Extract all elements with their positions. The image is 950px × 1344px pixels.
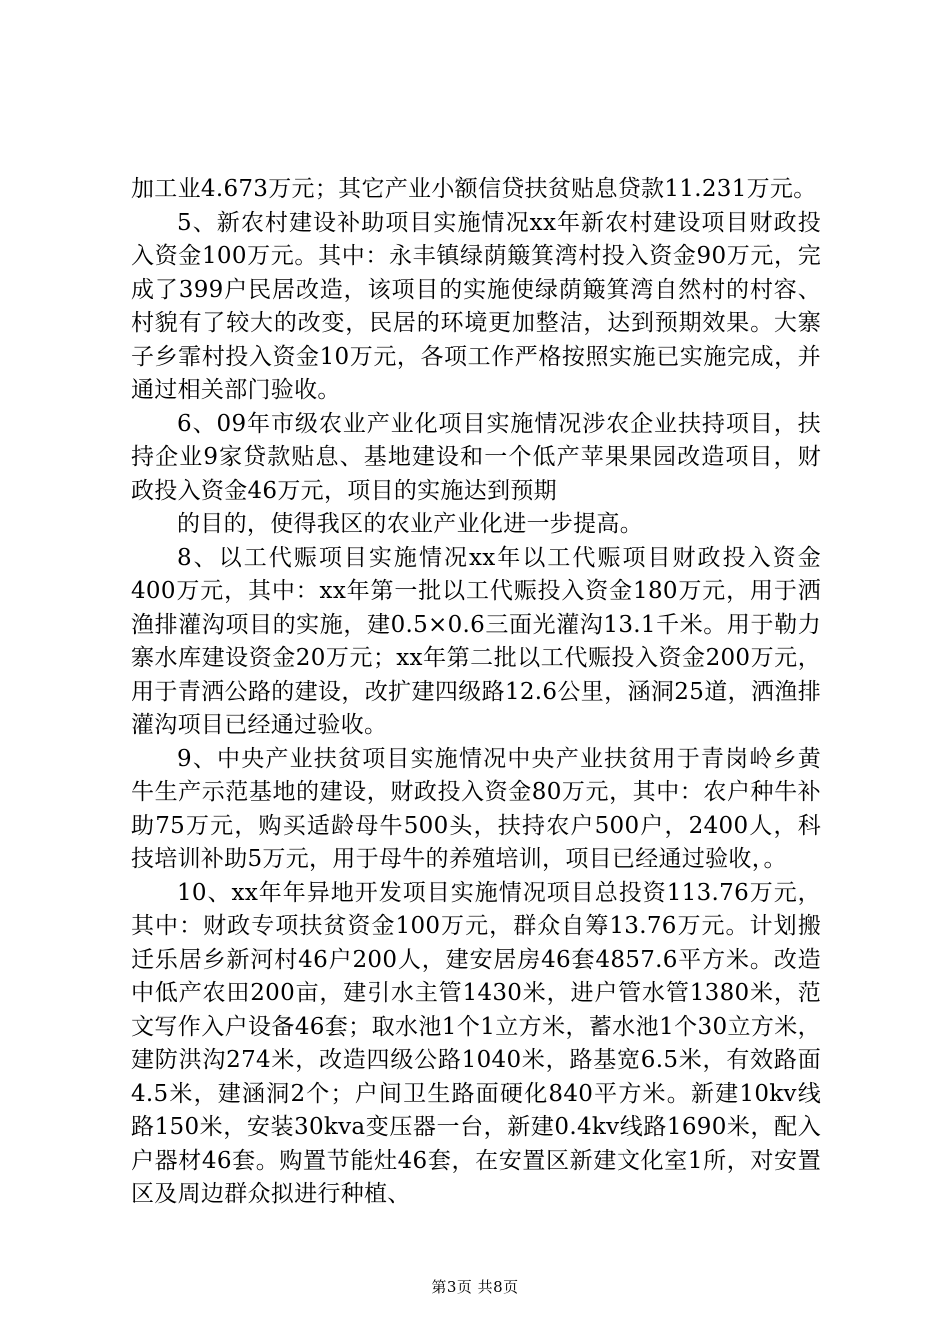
page-footer bbox=[0, 1277, 950, 1297]
paragraph-4: 的目的，使得我区的农业产业化进一步提高。 bbox=[177, 511, 643, 537]
paragraph-7: 10、xx年年异地开发项目实施情况项目总投资113.76万元，其中：财政专项扶贫资金100万元，群众自筹13.76万元。计划搬迁乐居乡新河村46户200人，建安居房46套4857.6平方米。改造中低产农田200亩，建引水主管1430米，进户管水管1380米，范文写作入户设备46套；取水池1个1立方米，蓄水池1个30立方米，建防洪沟274米，改造四级公路1040米，路基宽6.5米，有效路面4.5米，建涵洞2个；户间卫生路面硬化840平方米。新建10kv线路150米，安装30kva变压器一台，新建0.4kv线路1690米，配入户器材46套。购置节能灶46套，在安置区新建文化室1所，对安置区及周边群众拟进行种植、 bbox=[131, 879, 821, 1207]
paragraph-6: 9、中央产业扶贫项目实施情况中央产业扶贫用于青岗岭乡黄牛生产示范基地的建设，财政投入资金80万元，其中：农户种牛补助75万元，购买适龄母牛500头，扶持农户500户，2400人，科技培训补助5万元，用于母牛的养殖培训，项目已经通过验收，。 bbox=[131, 745, 821, 872]
paragraph-2: 5、新农村建设补助项目实施情况xx年新农村建设项目财政投入资金100万元。其中：永丰镇绿荫簸箕湾村投入资金90万元，完成了399户民居改造，该项目的实施使绿荫簸箕湾自然村的村容、村貌有了较大的改变，民居的环境更加整洁，达到预期效果。大寨子乡霏村投入资金10万元，各项工作严格按照实施已实施完成，并通过相关部门验收。 bbox=[131, 209, 821, 403]
paragraph-1: 加工业4.673万元；其它产业小额信贷扶贫贴息贷款11.231万元。 bbox=[131, 176, 817, 202]
paragraph-3: 6、09年市级农业产业化项目实施情况涉农企业扶持项目，扶持企业9家贷款贴息、基地建设和一个低产苹果果园改造项目，财政投入资金46万元，项目的实施达到预期 bbox=[131, 410, 821, 504]
document-body bbox=[131, 173, 821, 1212]
page-number: 第3页 共8页 bbox=[431, 1278, 519, 1296]
paragraph-5: 8、以工代赈项目实施情况xx年以工代赈项目财政投入资金400万元，其中：xx年第一批以工代赈投入资金180万元，用于洒渔排灌沟项目的实施，建0.5×0.6三面光灌沟13.1千米。用于勒力寨水库建设资金20万元；xx年第二批以工代赈投入资金200万元，用于青洒公路的建设，改扩建四级路12.6公里，涵洞25道，洒渔排灌沟项目已经通过验收。 bbox=[131, 544, 821, 738]
